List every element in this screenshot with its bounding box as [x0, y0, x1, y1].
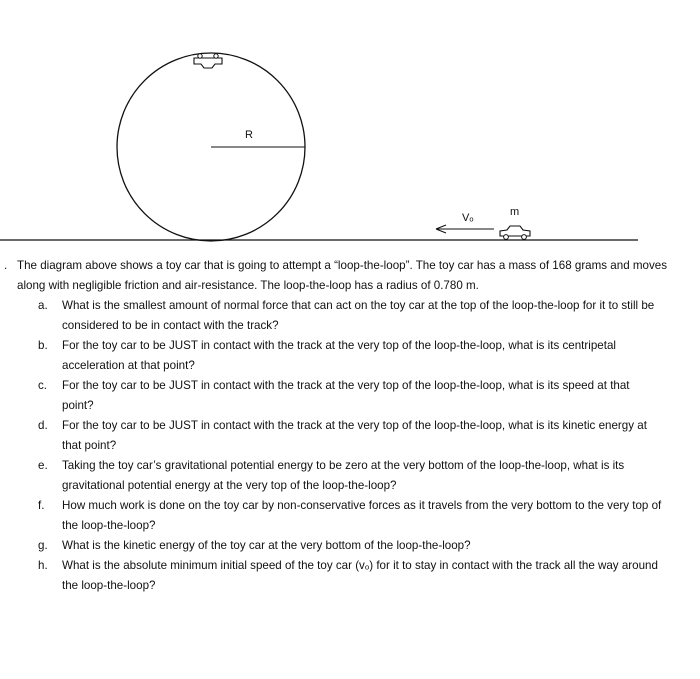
- question-text: For the toy car to be JUST in contact with the track at the very top of the loop-the-loop, what is its centripetal acceleration at that point?: [62, 339, 616, 372]
- question-list: [0, 296, 700, 596]
- question-letter: a.: [38, 299, 48, 312]
- toy-car-top-icon: [194, 54, 222, 68]
- question-letter: h.: [38, 559, 48, 572]
- question-g: [0, 536, 662, 556]
- question-letter: g.: [38, 539, 48, 552]
- question-e: [0, 456, 662, 496]
- problem-text: [0, 256, 700, 596]
- question-h: [0, 556, 662, 596]
- question-f: [0, 496, 662, 536]
- question-letter: e.: [38, 459, 48, 472]
- question-text: For the toy car to be JUST in contact with the track at the very top of the loop-the-loop, what is its speed at that point?: [62, 379, 630, 412]
- question-letter: b.: [38, 339, 48, 352]
- toy-car-ground-icon: [500, 226, 530, 239]
- question-c: [0, 376, 662, 416]
- question-b: [0, 336, 662, 376]
- question-text: How much work is done on the toy car by non-conservative forces as it travels from the very bottom to the very top of the loop-the-loop?: [62, 499, 662, 532]
- question-letter: c.: [38, 379, 48, 392]
- question-text: What is the kinetic energy of the toy car at the very bottom of the loop-the-loop?: [62, 539, 471, 552]
- mass-label: m: [510, 206, 520, 218]
- question-text: For the toy car to be JUST in contact with the track at the very top of the loop-the-loop, what is its kinetic energy at that point?: [62, 419, 647, 452]
- problem-intro: The diagram above shows a toy car that is going to attempt a “loop-the-loop”. The toy car has a mass of 168 grams and moves along with negligible friction and air-resistance. The loop-the-loop has a radius of 0.780 m.: [17, 259, 668, 292]
- question-a: [0, 296, 662, 336]
- velocity-label: Vₒ: [462, 212, 474, 224]
- loop-the-loop-diagram: [0, 0, 700, 250]
- question-letter: d.: [38, 419, 48, 432]
- radius-label: R: [245, 129, 253, 141]
- question-letter: f.: [38, 499, 45, 512]
- question-text: Taking the toy car’s gravitational potential energy to be zero at the very bottom of the loop-the-loop, what is its gravitational potential energy at the very top of the loop-the-loop?: [62, 459, 625, 492]
- question-text: What is the smallest amount of normal force that can act on the toy car at the top of the loop-the-loop for it to still be considered to be in contact with the track?: [62, 299, 655, 332]
- question-text: What is the absolute minimum initial speed of the toy car (vₒ) for it to stay in contact with the track all the way around the loop-the-loop?: [62, 559, 658, 592]
- problem-bullet: .: [4, 259, 8, 272]
- question-d: [0, 416, 662, 456]
